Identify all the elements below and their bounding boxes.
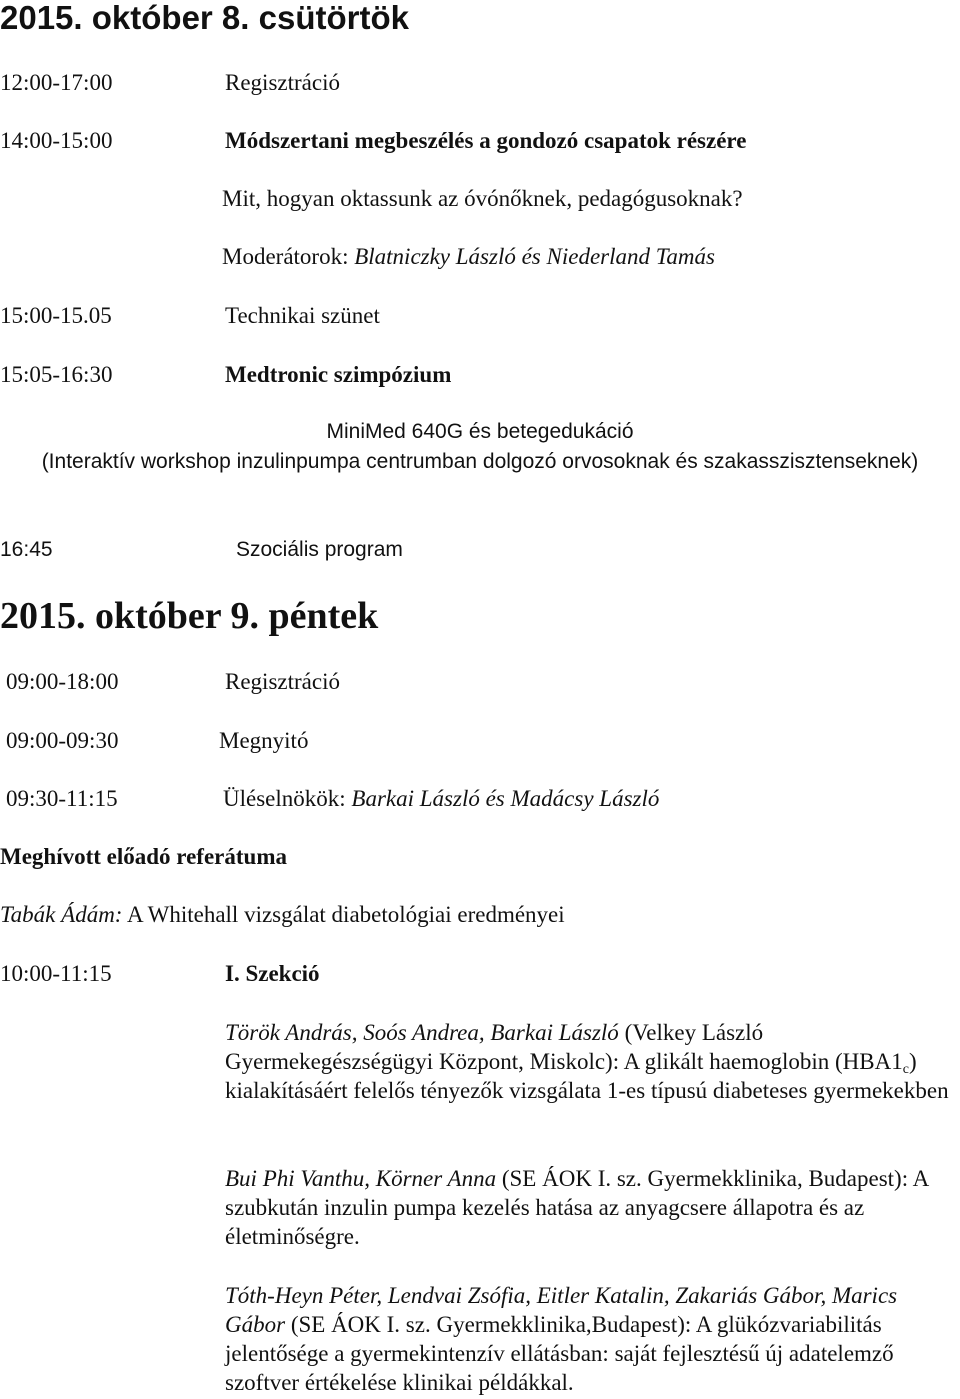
- chairs-line: [223, 786, 659, 812]
- moderators-line: [222, 244, 715, 270]
- day1-title: 2015. október 8. csütörtök: [0, 0, 409, 36]
- talk-item: [225, 1164, 950, 1251]
- registration-time: 09:00-18:00: [6, 669, 119, 694]
- invited-speaker: Tabák Ádám:: [0, 902, 123, 927]
- talk-affiliation: (Velkey László Gyermekegészségügyi Központ, Miskolc): A glikált haemoglobin (HBA1: [225, 1020, 903, 1074]
- symposium-title: Medtronic szimpózium: [225, 362, 452, 387]
- social-time: 16:45: [0, 538, 53, 561]
- talk-authors: Tóth-Heyn Péter, Lendvai Zsófia, Eitler Katalin, Zakariás Gábor, Marics Gábor: [225, 1283, 898, 1337]
- talk-authors: Török András, Soós Andrea, Barkai László: [225, 1020, 619, 1045]
- opening-time: 09:00-09:30: [6, 728, 119, 753]
- chairs-time: 09:30-11:15: [6, 786, 118, 811]
- break-text: Technikai szünet: [225, 303, 380, 328]
- subscript-c: c: [902, 1062, 909, 1077]
- section-time: 10:00-11:15: [0, 961, 112, 986]
- row-time: 14:00-15:00: [0, 128, 113, 153]
- talk-details: (SE ÁOK I. sz. Gyermekklinika, Budapest): A szubkután inzulin pumpa kezelés hatása az anyagcsere állapotra és az életminőségre.: [225, 1166, 928, 1249]
- break-time: 15:00-15.05: [0, 303, 112, 328]
- talk-authors: Bui Phi Vanthu, Körner Anna: [225, 1166, 497, 1191]
- talk-details: (SE ÁOK I. sz. Gyermekklinika,Budapest): A glükózvariabilitás jelentősége a gyermekintenzív ellátásban: saját fejlesztésű új adatelemző szoftver értékelése klinikai példákkal.: [225, 1312, 894, 1395]
- registration-text: Regisztráció: [225, 669, 340, 694]
- talk-details: ) kialakításáért felelős tényezők vizsgálata 1-es típusú diabeteses gyermekekben: [225, 1049, 949, 1103]
- workshop-description: (Interaktív workshop inzulinpumpa centrumban dolgozó orvosoknak és szakasszisztenseknek): [41, 450, 919, 473]
- social-text: Szociális program: [236, 538, 403, 561]
- moderators-names: Blatniczky László és Niederland Tamás: [354, 244, 715, 269]
- invited-line: [0, 902, 565, 928]
- invited-title: Meghívott előadó referátuma: [0, 844, 287, 869]
- talk-item: [225, 1281, 950, 1397]
- symposium-time: 15:05-16:30: [0, 362, 113, 387]
- opening-text: Megnyitó: [219, 728, 309, 753]
- minimed-title: MiniMed 640G és betegedukáció: [326, 420, 634, 443]
- row-text: Regisztráció: [225, 70, 340, 95]
- talk-item: [225, 1018, 950, 1105]
- invited-talk: A Whitehall vizsgálat diabetológiai eredményei: [126, 902, 565, 927]
- row-time: 12:00-17:00: [0, 70, 113, 95]
- section-title: I. Szekció: [225, 961, 320, 986]
- chairs-label: Üléselnökök:: [223, 786, 346, 811]
- session-subtitle: Mit, hogyan oktassunk az óvónőknek, pedagógusoknak?: [222, 186, 743, 211]
- chairs-names: Barkai László és Madácsy László: [351, 786, 660, 811]
- moderators-label: Moderátorok:: [222, 244, 349, 269]
- day2-title: 2015. október 9. péntek: [0, 595, 379, 637]
- row-text: Módszertani megbeszélés a gondozó csapatok részére: [225, 128, 747, 153]
